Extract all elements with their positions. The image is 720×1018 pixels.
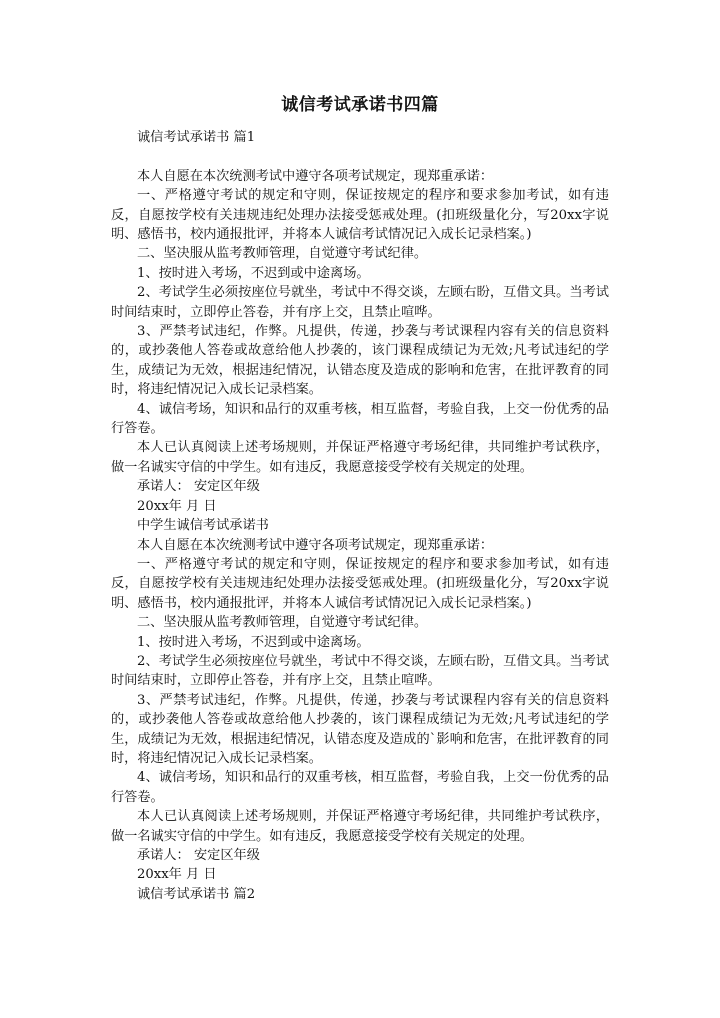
section-heading: 诚信考试承诺书 篇1 <box>137 130 256 145</box>
date-line: 20xx年 月 日 <box>137 867 217 883</box>
date-line: 20xx年 月 日 <box>137 498 217 514</box>
signature-line: 承诺人： 安定区年级 <box>137 848 260 864</box>
paragraph: 1、按时进入考场，不迟到或中途离场。 <box>137 634 370 650</box>
paragraph: 2、考试学生必须按座位号就坐，考试中不得交谈，左顾右盼，互借文具。当考试时间结束时，立即停止答卷，并有序上交，且禁止喧哗。 <box>111 285 609 320</box>
blank-line <box>111 147 609 166</box>
paragraph: 一、严格遵守考试的规定和守则，保证按规定的程序和要求参加考试，如有违反，自愿按学校有关违规违纪处理办法接受惩戒处理。(扣班级量化分，写20xx字说明、感悟书，校内通报批评，并将本人诚信考试情况记入成长记录档案。) <box>111 188 609 243</box>
paragraph: 3、严禁考试违纪，作弊。凡提供，传递，抄袭与考试课程内容有关的信息资料的，或抄袭他人答卷或故意给他人抄袭的，该门课程成绩记为无效;凡考试违纪的学生，成绩记为无效，根据违纪情况，认错态度及造成的影响和危害，在批评教育的同时，将违纪情况记入成长记录档案。 <box>111 324 609 398</box>
paragraph: 4、诚信考场，知识和品行的双重考核，相互监督，考验自我，上交一份优秀的品行答卷。 <box>111 770 609 805</box>
paragraph: 二、坚决服从监考教师管理，自觉遵守考试纪律。 <box>137 246 428 262</box>
paragraph: 2、考试学生必须按座位号就坐，考试中不得交谈，左顾右盼，互借文具。当考试时间结束时，立即停止答卷，并有序上交，且禁止喧哗。 <box>111 653 609 689</box>
section-heading: 中学生诚信考试承诺书 <box>137 518 269 534</box>
paragraph: 本人已认真阅读上述考场规则，并保证严格遵守考场纪律，共同维护考试秩序，做一名诚实守信的中学生。如有违反，我愿意接受学校有关规定的处理。 <box>111 440 609 475</box>
paragraph: 本人自愿在本次统测考试中遵守各项考试规定，现郑重承诺： <box>137 168 494 184</box>
paragraph: 3、严禁考试违纪，作弊。凡提供，传递，抄袭与考试课程内容有关的信息资料的，或抄袭他人答卷或故意给他人抄袭的，该门课程成绩记为无效;凡考试违纪的学生，成绩记为无效，根据违纪情况，认错态度及造成的`影响和危害，在批评教育的同时，将违纪情况记入成长记录档案。 <box>111 692 609 766</box>
paragraph: 1、按时进入考场，不迟到或中途离场。 <box>137 265 370 281</box>
section-heading: 诚信考试承诺书 篇2 <box>137 886 256 902</box>
signature-line: 承诺人： 安定区年级 <box>137 479 260 495</box>
paragraph: 本人自愿在本次统测考试中遵守各项考试规定，现郑重承诺： <box>137 537 494 553</box>
document-body <box>111 128 609 904</box>
paragraph: 本人已认真阅读上述考场规则，并保证严格遵守考场纪律，共同维护考试秩序，做一名诚实守信的中学生。如有违反，我愿意接受学校有关规定的处理。 <box>111 809 609 844</box>
paragraph: 4、诚信考场，知识和品行的双重考核，相互监督，考验自我，上交一份优秀的品行答卷。 <box>111 401 609 437</box>
paragraph: 二、坚决服从监考教师管理，自觉遵守考试纪律。 <box>137 615 428 631</box>
paragraph: 一、严格遵守考试的规定和守则，保证按规定的程序和要求参加考试，如有违反，自愿按学校有关违规违纪处理办法接受惩戒处理。(扣班级量化分，写20xx字说明、感悟书，校内通报批评，并将本人诚信考试情况记入成长记录档案。) <box>111 556 609 611</box>
document-title: 诚信考试承诺书四篇 <box>281 95 439 115</box>
